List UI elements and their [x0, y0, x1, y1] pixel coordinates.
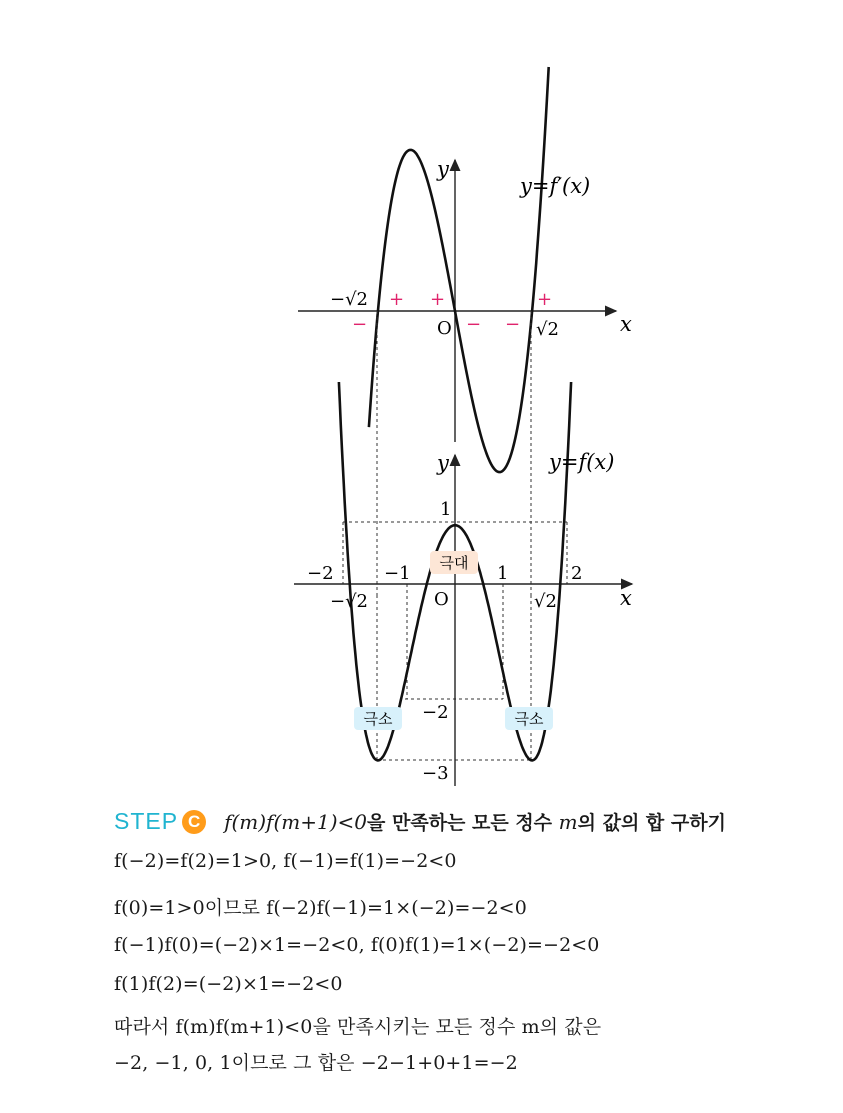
function-graph: [294, 382, 632, 786]
step-text-2: 의 값의 합 구하기: [577, 812, 726, 834]
step-math: f(m)f(m+1)<0: [224, 810, 367, 834]
derivative-curve: [369, 67, 549, 472]
tick-label-x-neg1: −1: [384, 563, 411, 584]
top-curve-label: y=f′(x): [520, 174, 591, 198]
solution-line: f(1)f(2)=(−2)×1=−2<0: [114, 973, 343, 995]
solution-line: f(−1)f(0)=(−2)×1=−2<0, f(0)f(1)=1×(−2)=−2<0: [114, 934, 600, 956]
step-label: STEP: [114, 808, 179, 834]
min-badge-left: 극소: [363, 710, 393, 728]
plus-sign: +: [430, 289, 446, 310]
minus-sign: −: [505, 314, 521, 335]
step-text-1: 을 만족하는 모든 정수: [367, 812, 559, 834]
solution-line: 따라서 f(m)f(m+1)<0을 만족시키는 모든 정수 m의 값은: [114, 1016, 602, 1038]
minus-sign: −: [466, 314, 482, 335]
bottom-y-label: y: [437, 451, 449, 475]
max-badge: 극대: [439, 554, 469, 572]
derivative-graph: [298, 67, 632, 595]
plus-sign: +: [537, 289, 553, 310]
minus-sign: −: [352, 314, 368, 335]
tick-label-x-1: 1: [497, 563, 509, 584]
step-var: m: [558, 810, 578, 834]
tick-label-y-1: 1: [440, 499, 452, 520]
top-y-label: y: [437, 157, 449, 181]
solution-line: −2, −1, 0, 1이므로 그 합은 −2−1+0+1=−2: [114, 1052, 518, 1074]
tick-label-y-neg2: −2: [422, 702, 449, 723]
tick-label-x-neg2: −2: [307, 563, 334, 584]
top-pos-root: √2: [536, 319, 559, 340]
tick-label-x-neg-sqrt2: −√2: [330, 591, 369, 612]
step-heading: [114, 808, 726, 835]
top-neg-root: −√2: [330, 289, 369, 310]
step-title: [224, 808, 726, 835]
plus-sign: +: [389, 289, 405, 310]
solution-line: f(0)=1>0이므로 f(−2)f(−1)=1×(−2)=−2<0: [114, 897, 527, 919]
tick-label-x-2: 2: [571, 563, 583, 584]
top-origin: O: [437, 318, 452, 339]
min-badge-right: 극소: [514, 710, 544, 728]
tick-label-y-neg3: −3: [422, 763, 449, 784]
step-badge: C: [182, 810, 206, 834]
top-x-label: x: [620, 312, 632, 336]
solution-line: f(−2)=f(2)=1>0, f(−1)=f(1)=−2<0: [114, 850, 457, 872]
bottom-curve-label: y=f(x): [549, 450, 615, 474]
bottom-origin: O: [434, 589, 449, 610]
tick-label-x-sqrt2: √2: [534, 591, 557, 612]
bottom-x-label: x: [620, 586, 632, 610]
